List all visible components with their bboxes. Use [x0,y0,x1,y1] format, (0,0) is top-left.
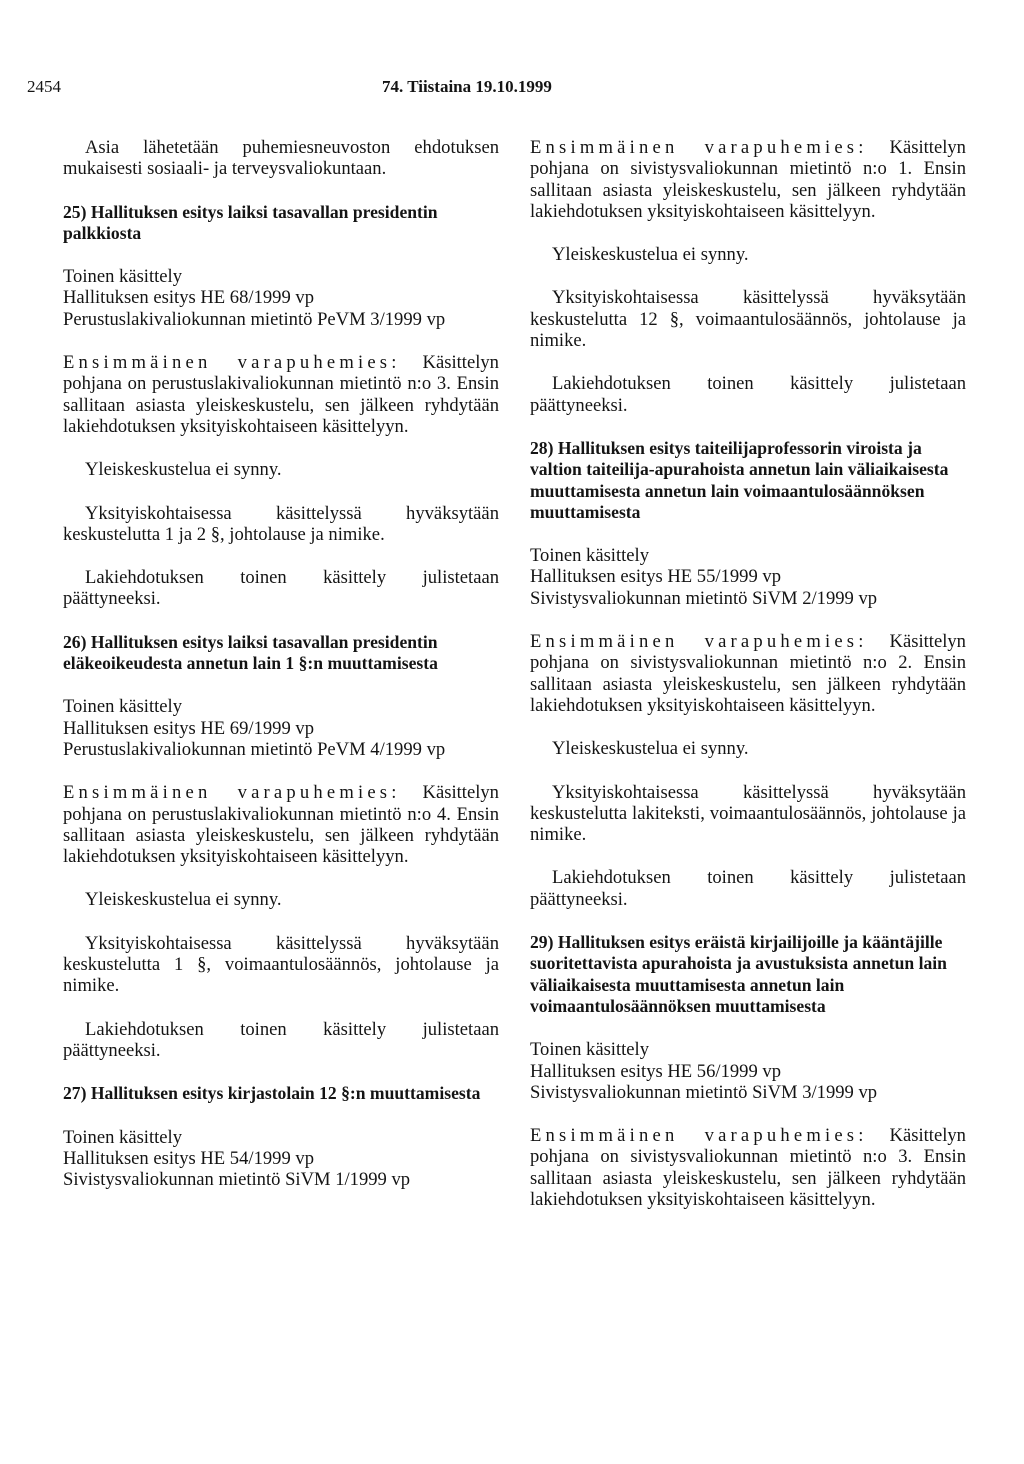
report-reference: Sivistysvaliokunnan mietintö SiVM 1/1999 vp [63,1169,411,1191]
issue-title: 74. Tiistaina 19.10.1999 [382,77,552,96]
report-reference: Sivistysvaliokunnan mietintö SiVM 3/1999 vp [530,1081,878,1103]
report-reference: Perustuslakivaliokunnan mietintö PeVM 4/1999 vp [63,738,446,760]
approval-text: Yksityiskohtaisessa käsittelyssä hyväksytään keskustelutta 1 §, voimaantulosäännös, johtolause ja nimike. [63,932,499,997]
speaker-text: Käsittelyn pohjana on sivistysvaliokunnan mietintö n:o 1. Ensin sallitaan asiasta yleiskeskustelu, sen jälkeen ryhdytään lakiehdotuksen yksityiskohtaiseen käsittelyyn. [530,137,966,222]
document-refs [63,696,499,760]
bill-reference: Hallituksen esitys HE 56/1999 vp [530,1060,781,1082]
section-27-continued [530,137,966,416]
section-title: 29) Hallituksen esitys eräistä kirjailijoille ja kääntäjille suoritettavista apurahoista ja avustuksista annetun lain väliaikaisesta muuttamisesta annetun lain voimaantulosäännöksen muuttamisesta [530,932,947,1016]
document-refs [530,1039,966,1103]
reading-label: Toinen käsittely [530,1039,650,1061]
bill-reference: Hallituksen esitys HE 68/1999 vp [63,287,314,309]
section-27 [63,1083,499,1190]
no-debate-text: Yleiskeskustelua ei synny. [85,459,282,481]
section-title: 28) Hallituksen esitys taiteilijaprofessorin viroista ja valtion taiteilija-apurahoista annetun lain väliaikaisesta muuttamisesta annetun lain voimaantulosäännöksen muuttamisesta [530,437,949,522]
reading-label: Toinen käsittely [63,1126,183,1148]
no-debate-text: Yleiskeskustelua ei synny. [552,738,749,760]
section-28 [530,438,966,910]
speaker-text: Käsittelyn pohjana on sivistysvaliokunnan mietintö n:o 2. Ensin sallitaan asiasta yleiskeskustelu, sen jälkeen ryhdytään lakiehdotuksen yksityiskohtaiseen käsittelyyn. [530,631,966,716]
speaker-paragraph [530,1125,966,1210]
speaker-paragraph [530,631,966,716]
speaker-text: Käsittelyn pohjana on sivistysvaliokunnan mietintö n:o 3. Ensin sallitaan asiasta yleiskeskustelu, sen jälkeen ryhdytään lakiehdotuksen yksityiskohtaiseen käsittelyyn. [530,1125,966,1210]
page-header [0,77,1024,101]
speaker-paragraph [530,137,966,222]
section-25 [63,202,499,610]
document-refs [530,545,966,609]
intro-paragraph: Asia lähetetään puhemiesneuvoston ehdotuksen mukaisesti sosiaali- ja terveysvaliokuntaan. [63,137,499,180]
bill-reference: Hallituksen esitys HE 54/1999 vp [63,1147,314,1169]
approval-text: Yksityiskohtaisessa käsittelyssä hyväksytään keskustelutta lakiteksti, voimaantulosäännös, johtolause ja nimike. [530,781,966,846]
section-26 [63,632,499,1061]
bill-reference: Hallituksen esitys HE 55/1999 vp [530,566,781,588]
closing-text: Lakiehdotuksen toinen käsittely julistetaan päättyneeksi. [63,1018,499,1061]
left-column [63,137,499,1212]
closing-text: Lakiehdotuksen toinen käsittely julistetaan päättyneeksi. [530,867,966,910]
closing-text: Lakiehdotuksen toinen käsittely julistetaan päättyneeksi. [530,373,966,416]
reading-label: Toinen käsittely [530,545,650,567]
bill-reference: Hallituksen esitys HE 69/1999 vp [63,717,314,739]
approval-text: Yksityiskohtaisessa käsittelyssä hyväksytään keskustelutta 12 §, voimaantulosäännös, johtolause ja nimike. [530,287,966,352]
speaker-name: Ensimmäinen varapuhemies: [530,1125,868,1147]
approval-text: Yksityiskohtaisessa käsittelyssä hyväksytään keskustelutta 1 ja 2 §, johtolause ja nimike. [63,502,499,545]
speaker-name: Ensimmäinen varapuhemies: [63,782,401,804]
speaker-text: Käsittelyn pohjana on perustuslakivaliokunnan mietintö n:o 4. Ensin sallitaan asiasta yleiskeskustelu, sen jälkeen ryhdytään lakiehdotuksen yksityiskohtaiseen käsittelyyn. [63,782,499,868]
section-29 [530,932,966,1210]
speaker-paragraph [63,782,499,867]
report-reference: Perustuslakivaliokunnan mietintö PeVM 3/1999 vp [63,308,446,330]
no-debate-text: Yleiskeskustelua ei synny. [85,889,282,911]
section-title: 27) Hallituksen esitys kirjastolain 12 §:n muuttamisesta [63,1083,481,1104]
document-refs [63,266,499,330]
reading-label: Toinen käsittely [63,266,183,288]
speaker-name: Ensimmäinen varapuhemies: [530,631,868,653]
speaker-paragraph [63,352,499,437]
speaker-name: Ensimmäinen varapuhemies: [530,137,868,158]
speaker-text: Käsittelyn pohjana on perustuslakivaliokunnan mietintö n:o 3. Ensin sallitaan asiasta yleiskeskustelu, sen jälkeen ryhdytään lakiehdotuksen yksityiskohtaiseen käsittelyyn. [63,352,499,437]
no-debate-text: Yleiskeskustelua ei synny. [552,244,749,266]
page-number: 2454 [27,77,61,96]
closing-text: Lakiehdotuksen toinen käsittely julistetaan päättyneeksi. [63,567,499,610]
speaker-name: Ensimmäinen varapuhemies: [63,352,401,374]
section-title: 25) Hallituksen esitys laiksi tasavallan presidentin palkkiosta [63,201,438,243]
right-column [530,137,966,1232]
document-refs [63,1127,499,1191]
section-title: 26) Hallituksen esitys laiksi tasavallan presidentin eläkeoikeudesta annetun lain 1 §:n muuttamisesta [63,631,438,674]
reading-label: Toinen käsittely [63,696,183,718]
report-reference: Sivistysvaliokunnan mietintö SiVM 2/1999 vp [530,587,878,609]
